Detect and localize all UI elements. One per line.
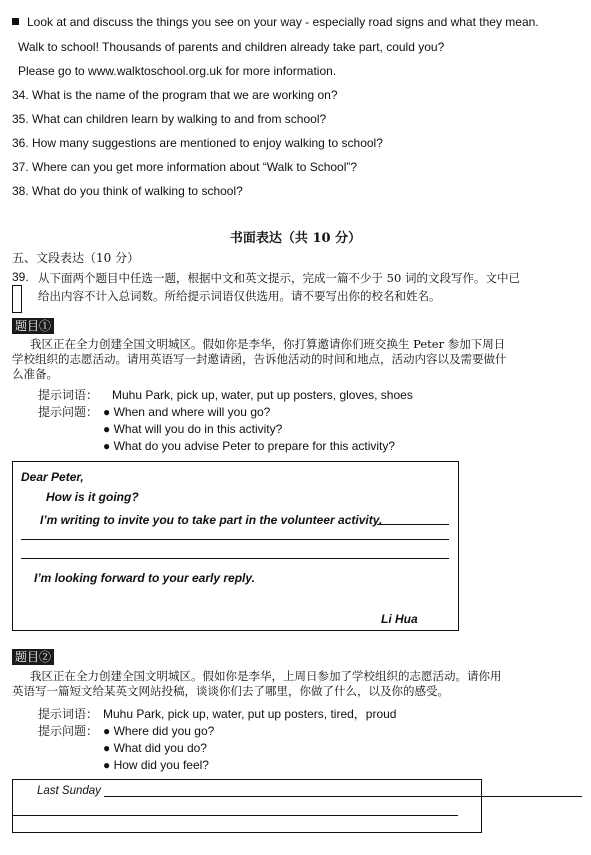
square-bullet-icon: [12, 18, 19, 25]
answer-line-2[interactable]: [21, 558, 449, 559]
topic1-hint-q3: ● What do you advise Peter to prepare for this activity?: [103, 439, 396, 453]
topic2-tag: 题目②: [12, 649, 54, 665]
letter-signature: Li Hua: [381, 612, 418, 626]
question-35: 35. What can children learn by walking to and from school?: [12, 112, 327, 126]
task-line-2: 给出内容不计入总词数。所给提示词语仅供选用。请不要写出你的校名和姓名。: [38, 289, 441, 303]
topic2-hint-q3: ● How did you feel?: [103, 758, 209, 772]
question-38: 38. What do you think of walking to school?: [12, 184, 243, 198]
answer-line-1[interactable]: [21, 539, 449, 540]
letter-box[interactable]: [12, 461, 459, 631]
info-line: Please go to www.walktoschool.org.uk for more information.: [18, 64, 337, 78]
topic1-words: Muhu Park, pick up, water, put up posters, gloves, shoes: [112, 388, 413, 402]
letter-invite: I’m writing to invite you to take part in the volunteer activity.: [40, 513, 383, 527]
topic1-line-2: 学校组织的志愿活动。请用英语写一封邀请函，告诉他活动的时间和地点，活动内容以及需要做什: [12, 352, 507, 366]
topic1-line-1: 我区正在全力创建全国文明城区。假如你是李华，你打算邀请你们班交换生 Peter 参加下周日: [30, 337, 506, 351]
essay-start: Last Sunday: [37, 785, 101, 797]
topic2-line-1: 我区正在全力创建全国文明城区。假如你是李华，上周日参加了学校组织的志愿活动。请你用: [30, 669, 502, 683]
topic1-questions-label: 提示问题：: [38, 405, 99, 419]
question-36: 36. How many suggestions are mentioned to enjoy walking to school?: [12, 136, 383, 150]
section-title: 书面表达（共 10 分）: [229, 231, 362, 246]
intro-bullet-text: Look at and discuss the things you see on your way - especially road signs and what they mean.: [27, 15, 539, 29]
letter-greeting: How is it going?: [46, 490, 139, 504]
letter-closing: I’m looking forward to your early reply.: [34, 571, 255, 585]
essay-box[interactable]: [12, 779, 482, 833]
task-number: 39.: [12, 270, 29, 284]
topic2-words: Muhu Park, pick up, water, put up posters, tired，proud: [103, 707, 397, 721]
topic1-tag: 题目①: [12, 318, 54, 334]
walk-line: Walk to school! Thousands of parents and children already take part, could you?: [18, 40, 445, 54]
topic1-line-3: 么准备。: [12, 367, 58, 381]
essay-line-2[interactable]: [12, 815, 458, 816]
topic2-words-label: 提示词语：: [38, 707, 99, 721]
question-34: 34. What is the name of the program that we are working on?: [12, 88, 338, 102]
topic2-line-2: 英语写一篇短文给某英文网站投稿，谈谈你们去了哪里，你做了什么，以及你的感受。: [12, 684, 449, 698]
topic2-hint-q1: ● Where did you go?: [103, 724, 215, 738]
task-line-1: 从下面两个题目中任选一题，根据中文和英文提示，完成一篇不少于 50 词的文段写作。文中已: [38, 271, 520, 285]
topic2-questions-label: 提示问题：: [38, 724, 99, 738]
topic1-hint-q2: ● What will you do in this activity?: [103, 422, 283, 436]
essay-line-1[interactable]: [104, 796, 582, 797]
part-title: 五、文段表达（10 分）: [12, 251, 140, 265]
question-37: 37. Where can you get more information about “Walk to School”?: [12, 160, 358, 174]
topic1-words-label: 提示词语：: [38, 388, 99, 402]
letter-salutation: Dear Peter,: [21, 470, 84, 484]
topic2-hint-q2: ● What did you do?: [103, 741, 207, 755]
answer-mark-box: [12, 285, 22, 313]
topic1-hint-q1: ● When and where will you go?: [103, 405, 271, 419]
answer-blank-1[interactable]: [377, 524, 449, 525]
intro-bullet-line: [12, 14, 539, 30]
